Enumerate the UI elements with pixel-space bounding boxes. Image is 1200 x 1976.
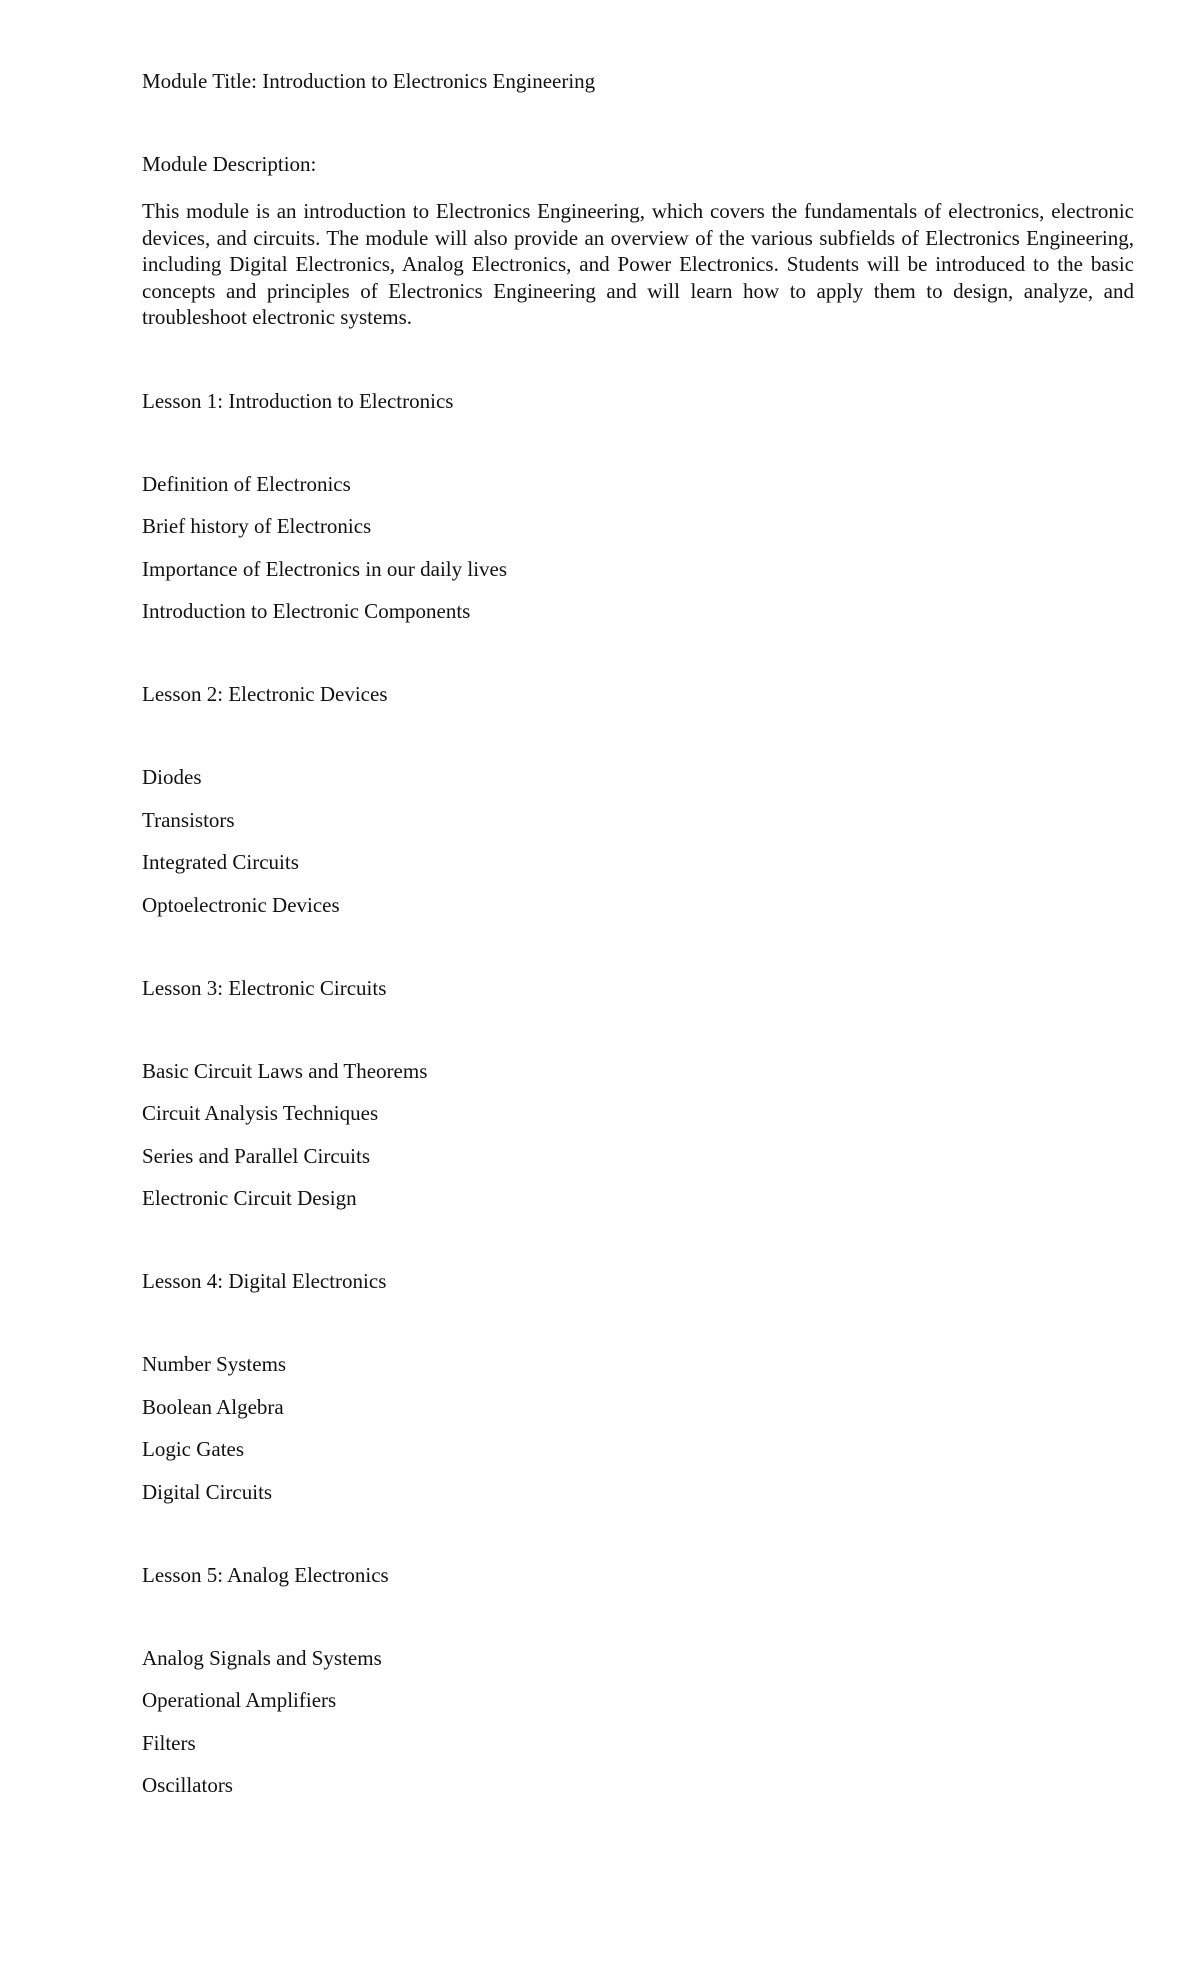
lesson-topic-list [142,471,1134,625]
lesson-topic: Basic Circuit Laws and Theorems [142,1058,428,1083]
module-description-heading: Module Description: [142,152,317,176]
lesson-5 [142,1562,1134,1799]
lesson-topic-list [142,1645,1134,1799]
lesson-topic: Filters [142,1730,196,1755]
lesson-heading: Lesson 4: Digital Electronics [142,1269,387,1293]
lesson-topic: Transistors [142,807,235,832]
lesson-heading: Lesson 1: Introduction to Electronics [142,388,454,413]
module-description: This module is an introduction to Electronics Engineering, which covers the fundamentals of electronics, electronic devices, and circuits. The module will also provide an overview of the various subfields of Electronics Engineering, including Digital Electronics, Analog Electronics, and Power Electronics. Students will be introduced to the basic concepts and principles of Electronics Engineering and will learn how to apply them to design, analyze, and troubleshoot electronic systems. [142,199,1134,329]
lesson-topic: Number Systems [142,1352,287,1376]
lesson-topic: Logic Gates [142,1437,245,1461]
lesson-heading: Lesson 5: Analog Electronics [142,1562,389,1587]
lesson-heading: Lesson 3: Electronic Circuits [142,975,387,1000]
lesson-topic: Integrated Circuits [142,850,299,874]
lesson-topic: Optoelectronic Devices [142,892,340,917]
lesson-topic: Digital Circuits [142,1479,273,1504]
lesson-2 [142,681,1134,918]
lesson-4 [142,1268,1134,1505]
document-page [142,68,1134,1798]
lesson-heading: Lesson 2: Electronic Devices [142,682,388,706]
lesson-topic: Circuit Analysis Techniques [142,1101,379,1125]
lesson-topic-list [142,764,1134,918]
lesson-3 [142,975,1134,1212]
lesson-topic: Series and Parallel Circuits [142,1143,371,1168]
lesson-topic: Oscillators [142,1773,233,1797]
lesson-topic: Boolean Algebra [142,1394,284,1419]
lesson-topic: Introduction to Electronic Components [142,599,471,623]
lesson-1 [142,388,1134,625]
lesson-topic-list [142,1058,1134,1212]
lesson-topic: Brief history of Electronics [142,514,372,538]
lesson-topic-list [142,1351,1134,1505]
lesson-topic: Definition of Electronics [142,471,351,496]
module-title: Module Title: Introduction to Electronics Engineering [142,69,596,93]
lesson-topic: Diodes [142,765,202,789]
lesson-topic: Importance of Electronics in our daily lives [142,556,508,581]
lesson-topic: Operational Amplifiers [142,1688,337,1712]
lesson-topic: Electronic Circuit Design [142,1186,357,1210]
lesson-topic: Analog Signals and Systems [142,1645,382,1670]
